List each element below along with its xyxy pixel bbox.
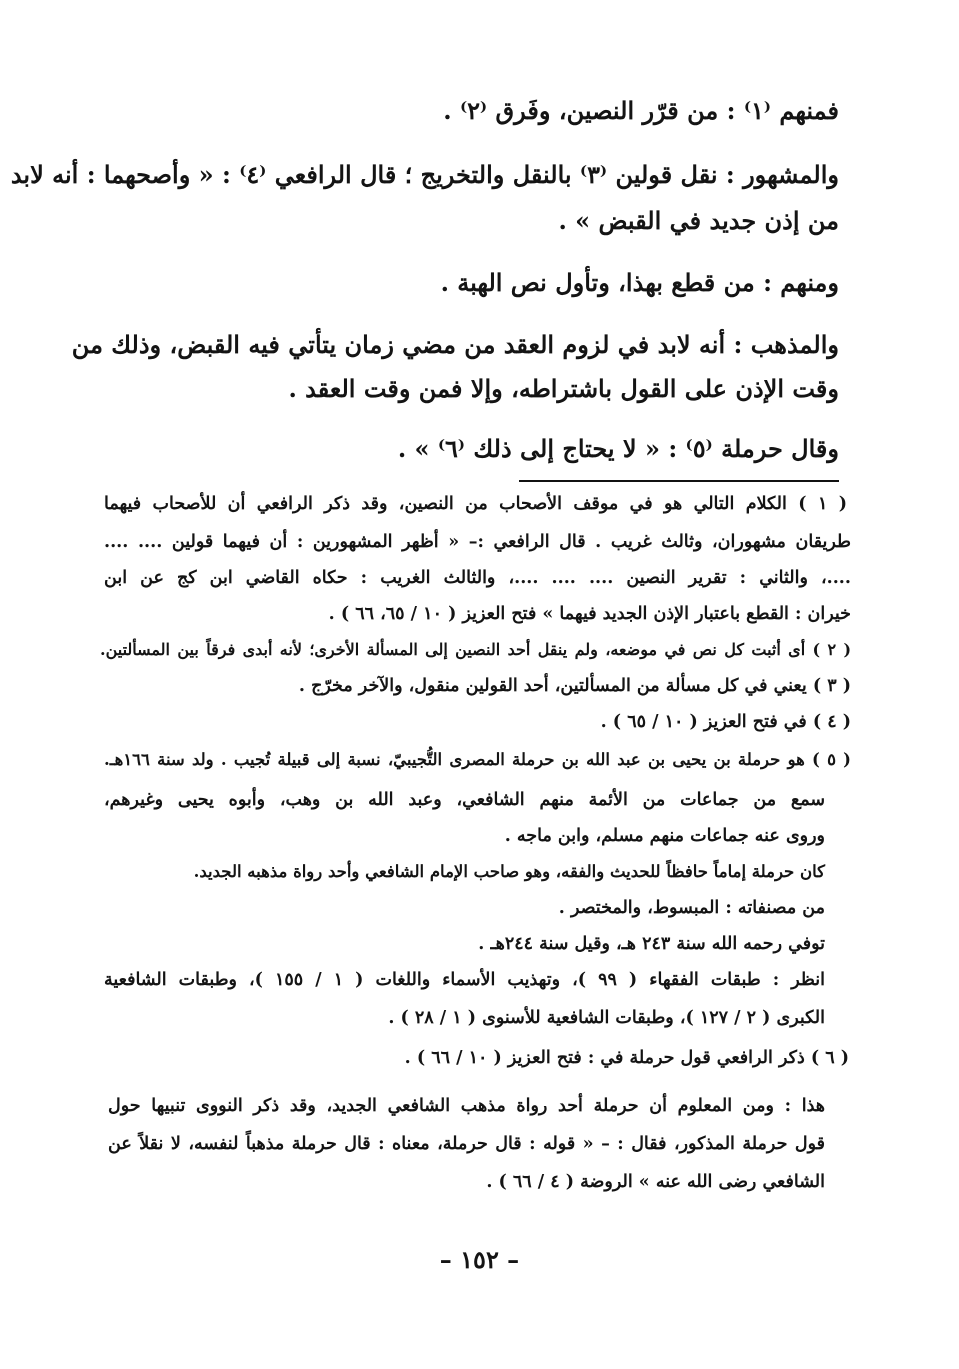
main-text-line: والمشهور : نقل قولين ⁽٣⁾ بالنقل والتخريج ؛ قال الرافعي ⁽٤⁾ : « وأصحهما : أنه لابد: [10, 160, 839, 189]
footnote-5-line: وروى عنه جماعات منهم مسلم، وابن ماجه .: [504, 826, 825, 846]
footnote-1-line: ( ١ ) الكلام التالي هو في موقف الأصحاب من النصين، وقد ذكر الرافعي أن للأصحاب فيهما: [104, 494, 848, 514]
page-number: – ١٥٢ –: [439, 1245, 520, 1274]
main-text-line: وقال حرملة ⁽٥⁾ : « لا يحتاج إلى ذلك ⁽٦⁾ » .: [397, 434, 839, 463]
footnote-note-line: الشافعي رضى الله عنه » الروضة ( ٤ / ٦٦ ) .: [486, 1172, 825, 1192]
footnote-1-line: خيران : القطع باعتبار الإذن الجديد فيهما » فتح العزيز ( ١٠ / ٦٥، ٦٦ ) .: [328, 604, 851, 624]
footnote-5-line: الكبرى ( ٢ / ١٢٧ )، وطبقات الشافعية للأسنوى ( ١ / ٢٨ ) .: [388, 1008, 825, 1028]
footnote-5-line: ( ٥ ) هو حرملة بن يحيى بن عبد الله بن حرملة المصرى التُّجيبيّ، نسبة إلى قبيلة تُجيب . ولد سنة ١٦٦هـ.: [104, 750, 851, 769]
main-text-line: ومنهم : من قطع بهذا، وتأول نص الهبة .: [440, 268, 839, 297]
footnote-1-line: ....، والثاني : تقرير النصين .... .... ....، والثالث الغريب : حكاه القاضي ابن كج عن ابن: [104, 568, 851, 588]
main-text-line: والمذهب : أنه لابد في لزوم العقد من مضي زمان يتأتي فيه القبض، وذلك من: [71, 330, 839, 359]
main-text-line: من إذن جديد في القبض » .: [558, 206, 839, 235]
main-text-line: فمنهم ⁽١⁾ : من قرّر النصين، وفَرق ⁽٢⁾ .: [443, 96, 839, 125]
footnote-separator: [519, 480, 839, 482]
footnote-5-line: كان حرملة إماماً حافظاً للحديث والفقه، وهو صاحب الإمام الشافعي وأحد رواة مذهبه الجديد.: [193, 862, 825, 881]
footnote-5-line: سمع من جماعات من الأئمة منهم الشافعي، وعبد الله بن وهب، وأبوه يحيى وغيرهم،: [104, 790, 825, 810]
footnote-1-line: طريقان مشهوران، وثالث غريب . قال الرافعي :– « أظهر المشهورين : أن فيهما قولين .... ....: [104, 532, 851, 552]
footnote-note-line: قول حرملة المذكور، فقال : – « قوله : قال حرملة، معناه : قال حرملة مذهباً لنفسه، لا نقلاً عن: [108, 1134, 825, 1154]
footnote-note-line: هذا : ومن المعلوم أن حرملة أحد رواة مذهب الشافعي الجديد، وقد ذكر النووى تنبيها حول: [108, 1096, 825, 1116]
footnote-2: ( ٢ ) أى أثبت كل نص في موضعه، ولم ينقل أحد النصين إلى المسألة الأخرى؛ لأنه أبدى فرقاً بين المسألتين.: [100, 640, 852, 659]
footnote-4: ( ٤ ) في فتح العزيز ( ١٠ / ٦٥ ) .: [600, 712, 851, 732]
footnote-5-line: من مصنفاته : المبسوط، والمختصر .: [558, 898, 825, 918]
footnote-5-line: انظر : طبقات الفقهاء ( ٩٩ )، وتهذيب الأسماء واللغات ( ١ / ١٥٥ )، وطبقات الشافعية: [104, 970, 825, 990]
footnote-5-line: توفي رحمه الله سنة ٢٤٣ هـ، وقيل سنة ٢٤٤هـ .: [478, 934, 825, 954]
footnote-6: ( ٦ ) ذكر الرافعي قول حرملة في : فتح العزيز ( ١٠ / ٦٦ ) .: [404, 1048, 849, 1068]
main-text-line: وقت الإذن على القول باشتراطه، وإلا فمن وقت العقد .: [288, 374, 839, 403]
footnote-3: ( ٣ ) يعني في كل مسألة من المسألتين، أحد القولين منقول، والآخر مخرّج .: [298, 676, 851, 696]
